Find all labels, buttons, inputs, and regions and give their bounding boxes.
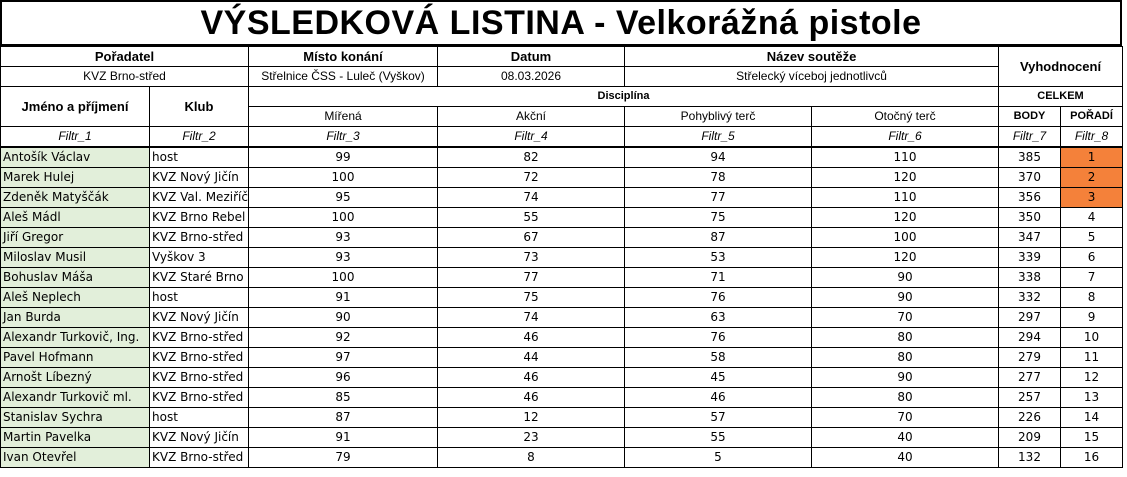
venue-value: Střelnice ČSS - Luleč (Vyškov) [249,67,438,87]
competitor-name[interactable]: Ivan Otevřel [1,448,150,468]
score-d3[interactable]: 57 [625,408,812,428]
score-d3[interactable]: 76 [625,288,812,308]
score-d2[interactable]: 74 [438,188,625,208]
total-points[interactable]: 350 [999,208,1061,228]
score-d1[interactable]: 79 [249,448,438,468]
column-header-d1[interactable]: Mířená [249,107,438,127]
club-name[interactable]: KVZ Nový Jičín [150,428,249,448]
results-table [0,46,1123,468]
score-d2[interactable]: 82 [438,147,625,168]
table-row[interactable] [1,408,1123,428]
competitor-name[interactable]: Bohuslav Máša [1,268,150,288]
total-points[interactable]: 226 [999,408,1061,428]
table-row[interactable] [1,228,1123,248]
table-row[interactable] [1,368,1123,388]
organizer-value: KVZ Brno-střed [1,67,249,87]
score-d2[interactable]: 73 [438,248,625,268]
table-row[interactable] [1,448,1123,468]
score-d4[interactable]: 40 [812,448,999,468]
score-d1[interactable]: 93 [249,248,438,268]
filter-cell[interactable]: Filtr_7 [999,127,1061,148]
score-d1[interactable]: 85 [249,388,438,408]
rank-cell[interactable]: 5 [1061,228,1123,248]
club-name[interactable]: Vyškov 3 [150,248,249,268]
column-header-rank[interactable]: POŘADÍ [1061,107,1123,127]
score-d4[interactable]: 90 [812,268,999,288]
total-points[interactable]: 385 [999,147,1061,168]
score-d3[interactable]: 75 [625,208,812,228]
column-header-d4[interactable]: Otočný terč [812,107,999,127]
score-d3[interactable]: 77 [625,188,812,208]
table-row[interactable] [1,308,1123,328]
competitor-name[interactable]: Zdeněk Matyščák [1,188,150,208]
total-points[interactable]: 370 [999,168,1061,188]
organizer-label: Pořadatel [1,47,249,67]
club-name[interactable]: KVZ Brno-střed [150,328,249,348]
score-d2[interactable]: 55 [438,208,625,228]
table-row[interactable] [1,248,1123,268]
score-d2[interactable]: 23 [438,428,625,448]
score-d4[interactable]: 70 [812,308,999,328]
score-d3[interactable]: 63 [625,308,812,328]
total-points[interactable]: 279 [999,348,1061,368]
score-d2[interactable]: 74 [438,308,625,328]
score-d1[interactable]: 87 [249,408,438,428]
rank-cell[interactable]: 4 [1061,208,1123,228]
score-d1[interactable]: 99 [249,147,438,168]
club-name[interactable]: KVZ Brno-střed [150,228,249,248]
total-points[interactable]: 297 [999,308,1061,328]
score-d4[interactable]: 70 [812,408,999,428]
total-points[interactable]: 257 [999,388,1061,408]
rank-cell[interactable]: 2 [1061,168,1123,188]
score-d4[interactable]: 120 [812,248,999,268]
column-header-discipline: Disciplína [249,87,999,107]
rank-cell[interactable]: 10 [1061,328,1123,348]
column-header-club[interactable]: Klub [150,87,249,127]
score-d3[interactable]: 58 [625,348,812,368]
total-points[interactable]: 294 [999,328,1061,348]
score-d2[interactable]: 46 [438,368,625,388]
table-row[interactable] [1,348,1123,368]
club-name[interactable]: KVZ Brno-střed [150,368,249,388]
score-d3[interactable]: 55 [625,428,812,448]
column-header-total: CELKEM [999,87,1123,107]
score-d4[interactable]: 120 [812,168,999,188]
total-points[interactable]: 277 [999,368,1061,388]
contest-value: Střelecký víceboj jednotlivců [625,67,999,87]
score-d4[interactable]: 90 [812,368,999,388]
filter-cell[interactable]: Filtr_8 [1061,127,1123,148]
rank-cell[interactable]: 6 [1061,248,1123,268]
rank-cell[interactable]: 1 [1061,147,1123,168]
score-d4[interactable]: 40 [812,428,999,448]
club-name[interactable]: KVZ Brno Rebel [150,208,249,228]
table-row[interactable] [1,208,1123,228]
score-d4[interactable]: 80 [812,388,999,408]
club-name[interactable]: KVZ Val. Meziříč [150,188,249,208]
score-d1[interactable]: 91 [249,428,438,448]
score-d2[interactable]: 44 [438,348,625,368]
score-d2[interactable]: 12 [438,408,625,428]
evaluation-label: Vyhodnocení [999,47,1123,87]
score-d3[interactable]: 5 [625,448,812,468]
club-name[interactable]: KVZ Nový Jičín [150,168,249,188]
club-name[interactable]: KVZ Brno-střed [150,348,249,368]
rank-cell[interactable]: 7 [1061,268,1123,288]
total-points[interactable]: 338 [999,268,1061,288]
score-d4[interactable]: 120 [812,208,999,228]
score-d3[interactable]: 94 [625,147,812,168]
table-row[interactable] [1,388,1123,408]
club-name[interactable]: KVZ Brno-střed [150,388,249,408]
rank-cell[interactable]: 11 [1061,348,1123,368]
score-d4[interactable]: 80 [812,348,999,368]
total-points[interactable]: 339 [999,248,1061,268]
total-points[interactable]: 332 [999,288,1061,308]
score-d3[interactable]: 46 [625,388,812,408]
rank-cell[interactable]: 8 [1061,288,1123,308]
column-header-d3[interactable]: Pohyblivý terč [625,107,812,127]
column-header-name[interactable]: Jméno a příjmení [1,87,150,127]
club-name[interactable]: host [150,408,249,428]
table-row[interactable] [1,268,1123,288]
filter-cell[interactable]: Filtr_1 [1,127,150,148]
rank-cell[interactable]: 13 [1061,388,1123,408]
total-points[interactable]: 347 [999,228,1061,248]
competitor-name[interactable]: Arnošt Líbezný [1,368,150,388]
score-d1[interactable]: 100 [249,208,438,228]
score-d2[interactable]: 67 [438,228,625,248]
score-d2[interactable]: 8 [438,448,625,468]
table-row[interactable] [1,328,1123,348]
filter-cell[interactable]: Filtr_3 [249,127,438,148]
rank-cell[interactable]: 14 [1061,408,1123,428]
club-name[interactable]: host [150,288,249,308]
club-name[interactable]: KVZ Brno-střed [150,448,249,468]
table-row[interactable] [1,147,1123,168]
venue-label: Místo konání [249,47,438,67]
column-header-d2[interactable]: Akční [438,107,625,127]
score-d2[interactable]: 46 [438,388,625,408]
score-d4[interactable]: 110 [812,188,999,208]
score-d1[interactable]: 100 [249,268,438,288]
filter-cell[interactable]: Filtr_4 [438,127,625,148]
total-points[interactable]: 356 [999,188,1061,208]
competitor-name[interactable]: Alexandr Turkovič, Ing. [1,328,150,348]
date-label: Datum [438,47,625,67]
score-d2[interactable]: 46 [438,328,625,348]
table-row[interactable] [1,428,1123,448]
table-row[interactable] [1,288,1123,308]
filter-cell[interactable]: Filtr_5 [625,127,812,148]
score-d3[interactable]: 87 [625,228,812,248]
score-d1[interactable]: 95 [249,188,438,208]
competitor-name[interactable]: Jiří Gregor [1,228,150,248]
rank-cell[interactable]: 16 [1061,448,1123,468]
score-d1[interactable]: 90 [249,308,438,328]
date-value: 08.03.2026 [438,67,625,87]
rank-cell[interactable]: 3 [1061,188,1123,208]
score-d4[interactable]: 100 [812,228,999,248]
score-d4[interactable]: 80 [812,328,999,348]
filter-cell[interactable]: Filtr_2 [150,127,249,148]
competitor-name[interactable]: Marek Hulej [1,168,150,188]
score-d2[interactable]: 75 [438,288,625,308]
score-d3[interactable]: 45 [625,368,812,388]
score-d2[interactable]: 77 [438,268,625,288]
competitor-name[interactable]: Stanislav Sychra [1,408,150,428]
score-d1[interactable]: 91 [249,288,438,308]
score-d4[interactable]: 90 [812,288,999,308]
competitor-name[interactable]: Pavel Hofmann [1,348,150,368]
column-header-points[interactable]: BODY [999,107,1061,127]
table-row[interactable] [1,168,1123,188]
score-d1[interactable]: 93 [249,228,438,248]
table-row[interactable] [1,188,1123,208]
competitor-name[interactable]: Aleš Mádl [1,208,150,228]
total-points[interactable]: 132 [999,448,1061,468]
score-d3[interactable]: 78 [625,168,812,188]
competitor-name[interactable]: Aleš Neplech [1,288,150,308]
competitor-name[interactable]: Alexandr Turkovič ml. [1,388,150,408]
rank-cell[interactable]: 15 [1061,428,1123,448]
total-points[interactable]: 209 [999,428,1061,448]
score-d3[interactable]: 71 [625,268,812,288]
rank-cell[interactable]: 9 [1061,308,1123,328]
competitor-name[interactable]: Martin Pavelka [1,428,150,448]
score-d4[interactable]: 110 [812,147,999,168]
score-d1[interactable]: 97 [249,348,438,368]
club-name[interactable]: host [150,147,249,168]
score-d1[interactable]: 100 [249,168,438,188]
score-d3[interactable]: 76 [625,328,812,348]
club-name[interactable]: KVZ Nový Jičín [150,308,249,328]
competitor-name[interactable]: Antošík Václav [1,147,150,168]
rank-cell[interactable]: 12 [1061,368,1123,388]
competitor-name[interactable]: Jan Burda [1,308,150,328]
score-d1[interactable]: 96 [249,368,438,388]
page-title: VÝSLEDKOVÁ LISTINA - Velkorážná pistole [0,0,1122,46]
score-d3[interactable]: 53 [625,248,812,268]
score-d1[interactable]: 92 [249,328,438,348]
club-name[interactable]: KVZ Staré Brno [150,268,249,288]
filter-cell[interactable]: Filtr_6 [812,127,999,148]
contest-label: Název soutěže [625,47,999,67]
competitor-name[interactable]: Miloslav Musil [1,248,150,268]
score-d2[interactable]: 72 [438,168,625,188]
filter-row [1,127,1123,148]
